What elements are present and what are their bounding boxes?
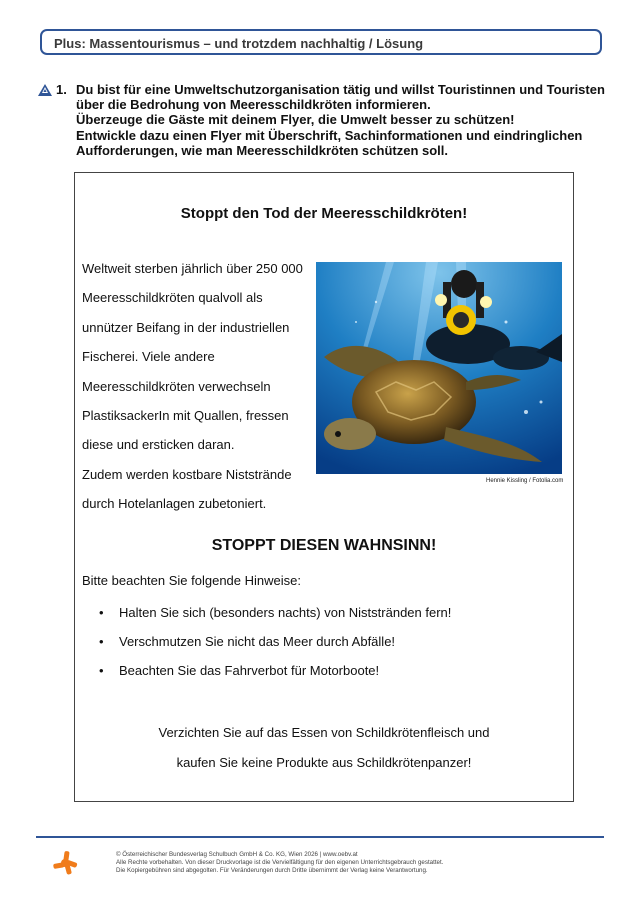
hints-intro: Bitte beachten Sie folgende Hinweise:: [82, 573, 301, 588]
list-item: [99, 663, 451, 692]
body-line: Zudem werden kostbare Niststrände: [82, 466, 292, 482]
body-line: Weltweit sterben jährlich über 250 000: [82, 261, 303, 276]
triangle-level-icon: [38, 84, 52, 96]
closing-appeal: [75, 725, 573, 785]
footer-divider: [36, 836, 604, 838]
bullet-icon: •: [99, 605, 104, 620]
task-line: Überzeuge die Gäste mit deinem Flyer, die Umwelt besser zu schützen!: [76, 112, 515, 128]
header-box: [40, 29, 602, 55]
footer-line: © Österreichischer Bundesverlag Schulbuch GmbH & Co. KG, Wien 2026 | www.oebv.at: [116, 851, 358, 858]
body-line: Meeresschildkröten verwechseln: [82, 378, 271, 394]
photo-credit: Hennie Kissling / Fotolia.com: [486, 478, 564, 484]
task-instructions: [76, 82, 610, 158]
flyer-body-text: [82, 261, 303, 526]
footer-line: Die Kopiergebühren sind abgegolten. Für Veränderungen durch Dritte übernimmt der Verlag keine Verantwortung.: [116, 867, 428, 874]
body-line: Meeresschildkröten qualvoll als: [82, 290, 263, 306]
bullet-icon: •: [99, 663, 104, 678]
footer-line: Alle Rechte vorbehalten. Von dieser Druckvorlage ist die Vervielfältigung für den eigenen Unterrichtsgebrauch gestattet.: [116, 859, 444, 866]
flyer-title: Stoppt den Tod der Meeresschildkröten!: [180, 205, 468, 222]
list-item: [99, 634, 451, 663]
body-line: unnützer Beifang in der industriellen: [82, 319, 290, 335]
flyer-slogan: STOPPT DIESEN WAHNSINN!: [211, 537, 437, 554]
body-line: Fischerei. Viele andere: [82, 349, 215, 365]
task-line: Aufforderungen, wie man Meeresschildkröten schützen soll.: [76, 142, 449, 158]
closing-line: Verzichten Sie auf das Essen von Schildkrötenfleisch und: [158, 725, 490, 740]
task-line: Du bist für eine Umweltschutzorganisation tätig und willst Touristinnen und Touristen: [76, 82, 605, 97]
publisher-logo-icon: [52, 850, 78, 876]
flyer: [74, 172, 574, 802]
sea-turtle-diver-photo: [316, 262, 562, 474]
list-item-text: Beachten Sie das Fahrverbot für Motorboote!: [119, 663, 380, 678]
body-line: diese und ersticken daran.: [82, 437, 235, 453]
body-line: PlastiksackerIn mit Quallen, fressen: [82, 407, 289, 423]
task-line: Entwickle dazu einen Flyer mit Überschrift, Sachinformationen und eindringlichen: [76, 127, 583, 143]
closing-line: kaufen Sie keine Produkte aus Schildkrötenpanzer!: [176, 755, 472, 770]
bullet-icon: •: [99, 634, 104, 649]
task-number: 1.: [56, 82, 67, 97]
task-line: über die Bedrohung von Meeresschildkröten informieren.: [76, 97, 431, 113]
hints-list: [99, 605, 451, 692]
list-item-text: Verschmutzen Sie nicht das Meer durch Abfälle!: [119, 634, 396, 649]
footer-copyright: [116, 851, 443, 875]
body-line: durch Hotelanlagen zubetoniert.: [82, 496, 267, 512]
list-item-text: Halten Sie sich (besonders nachts) von Niststränden fern!: [119, 605, 452, 620]
list-item: [99, 605, 451, 634]
page-title: Plus: Massentourismus – und trotzdem nachhaltig / Lösung: [54, 36, 424, 51]
